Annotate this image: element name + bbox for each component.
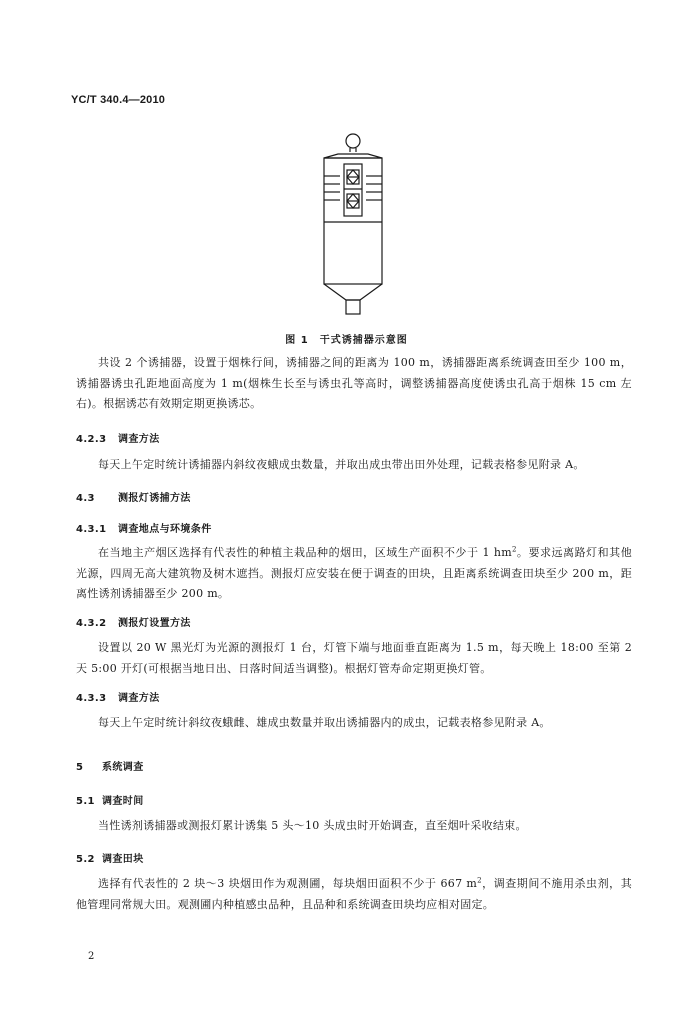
collection-funnel	[324, 284, 382, 300]
heading-4-3-2: 4.3.2 测报灯设置方法	[76, 618, 191, 629]
paragraph-light-location: 在当地主产烟区选择有代表性的种植主栽品种的烟田，区域生产面积不少于 1 $hm^2$。要求远离路灯和其他光源，四周无高大建筑物及树木遮挡。测报灯应安装在便于调查的田块，且距离系统调查田块至少 200 m，距离性诱剂诱捕器至少 200 m。	[76, 545, 632, 600]
heading-4-3: 4.3 测报灯诱捕方法	[76, 493, 191, 504]
paragraph-survey-field: 选择有代表性的 2 块～3 块烟田作为观测圃，每块烟田面积不少于 667 $m^2$，调查期间不施用杀虫剂，其他管理同常规大田。观测圃内种植感虫品种，且品种和系统调查田块均应相对固定。	[76, 876, 632, 911]
heading-5: 5 系统调查	[76, 762, 144, 773]
paragraph-survey-time: 当性诱剂诱捕器或测报灯累计诱集 5 头～10 头成虫时开始调查，直至烟叶采收结束。	[98, 819, 527, 832]
trap-cap	[324, 154, 382, 158]
heading-5-2: 5.2 调查田块	[76, 854, 144, 865]
paragraph-trap-setup: 共设 2 个诱捕器，设置于烟株行间，诱捕器之间的距离为 100 m，诱捕器距离系统调查田至少 100 m，诱捕器诱虫孔距地面高度为 1 m(烟株生长至与诱虫孔等高时，调整诱捕器高度使诱虫孔高于烟株 15 cm 左右)。根据诱芯有效期定期更换诱芯。	[76, 356, 632, 410]
heading-4-3-1: 4.3.1 调查地点与环境条件	[76, 524, 212, 535]
paragraph-trap-survey: 每天上午定时统计诱捕器内斜纹夜蛾成虫数量，并取出成虫带出田外处理，记载表格参见附录 A。	[98, 458, 585, 471]
heading-5-1: 5.1 调查时间	[76, 796, 144, 807]
figure-caption: 图 1 干式诱捕器示意图	[285, 335, 408, 346]
paragraph-light-setup: 设置以 20 W 黑光灯为光源的测报灯 1 台，灯管下端与地面垂直距离为 1.5 m，每天晚上 18:00 至第 2 天 5:00 开灯(可根据当地日出、日落时间适当调整)。根据灯管寿命定期更换灯管。	[76, 641, 632, 675]
page-number: 2	[88, 951, 95, 962]
heading-4-3-3: 4.3.3 调查方法	[76, 693, 160, 704]
paragraph-light-survey: 每天上午定时统计斜纹夜蛾雌、雄成虫数量并取出诱捕器内的成虫，记载表格参见附录 A。	[98, 716, 551, 729]
heading-4-2-3: 4.2.3 调查方法	[76, 434, 160, 445]
hanging-ring	[346, 134, 360, 148]
dry-trap-diagram	[320, 130, 386, 320]
standard-code: YC/T 340.4—2010	[71, 94, 166, 106]
collection-cup	[346, 300, 360, 314]
